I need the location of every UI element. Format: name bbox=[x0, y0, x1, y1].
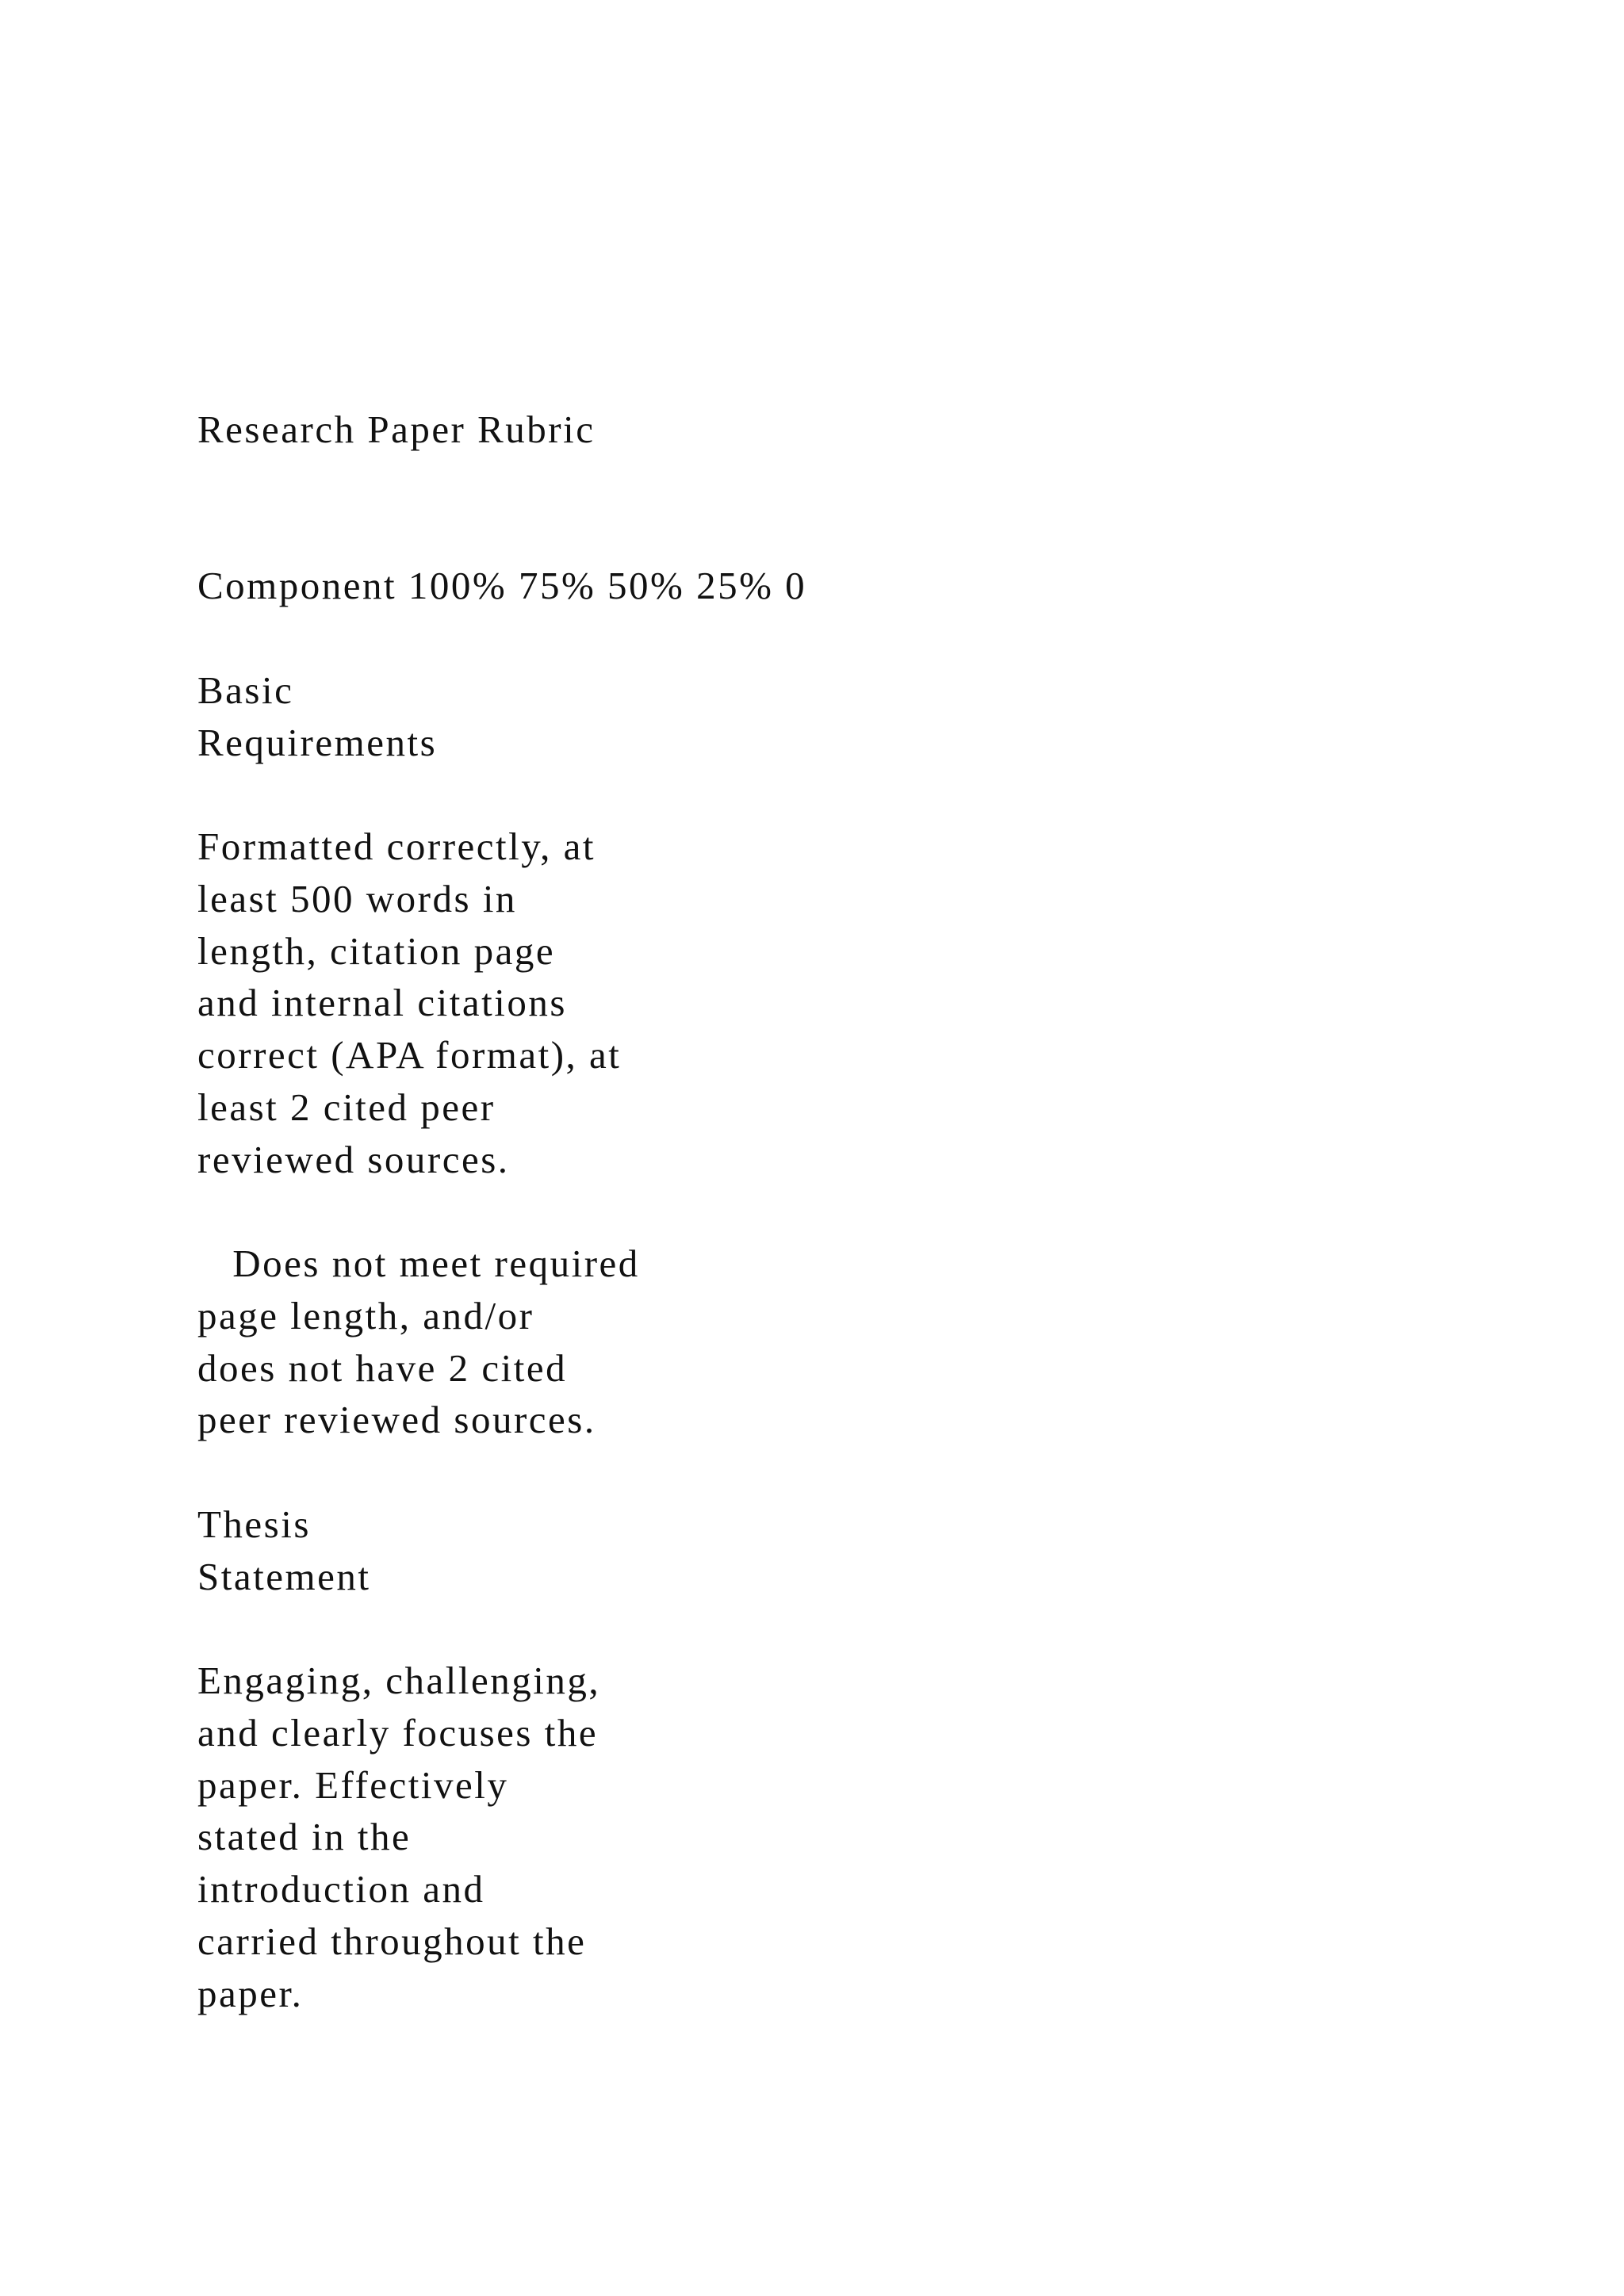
criteria-line: page length, and/or bbox=[197, 1293, 534, 1337]
criteria-line: Engaging, challenging, bbox=[197, 1659, 601, 1702]
criteria-thesis-statement-100 bbox=[197, 1655, 600, 2020]
criteria-line: reviewed sources. bbox=[197, 1137, 510, 1181]
criteria-line: least 500 words in bbox=[197, 876, 517, 920]
component-basic-requirements bbox=[197, 664, 437, 769]
criteria-line: paper. bbox=[197, 1971, 304, 2015]
criteria-line: peer reviewed sources. bbox=[197, 1398, 596, 1442]
criteria-line: introduction and bbox=[197, 1867, 485, 1911]
criteria-line: Does not meet required bbox=[197, 1242, 640, 1285]
criteria-line: correct (APA format), at bbox=[197, 1033, 622, 1077]
criteria-line: does not have 2 cited bbox=[197, 1345, 568, 1390]
criteria-line: paper. Effectively bbox=[197, 1762, 509, 1807]
document-title bbox=[197, 404, 596, 456]
component-line: Requirements bbox=[197, 720, 438, 764]
criteria-line: and internal citations bbox=[197, 981, 567, 1025]
header-row-text: Component 100% 75% 50% 25% 0 bbox=[197, 564, 807, 607]
component-thesis-statement bbox=[197, 1498, 370, 1603]
component-line: Statement bbox=[197, 1554, 371, 1598]
criteria-basic-requirements-100 bbox=[197, 821, 621, 1186]
criteria-line: and clearly focuses the bbox=[197, 1710, 599, 1755]
criteria-line: carried throughout the bbox=[197, 1919, 587, 1963]
component-line: Basic bbox=[197, 668, 294, 712]
criteria-line: least 2 cited peer bbox=[197, 1085, 496, 1129]
criteria-basic-requirements-0 bbox=[197, 1238, 640, 1446]
rubric-header-row bbox=[197, 560, 806, 612]
criteria-line: Formatted correctly, at bbox=[197, 825, 596, 868]
criteria-line: stated in the bbox=[197, 1815, 412, 1859]
criteria-line: length, citation page bbox=[197, 928, 556, 973]
component-line: Thesis bbox=[197, 1502, 311, 1546]
title-text: Research Paper Rubric bbox=[197, 408, 596, 451]
